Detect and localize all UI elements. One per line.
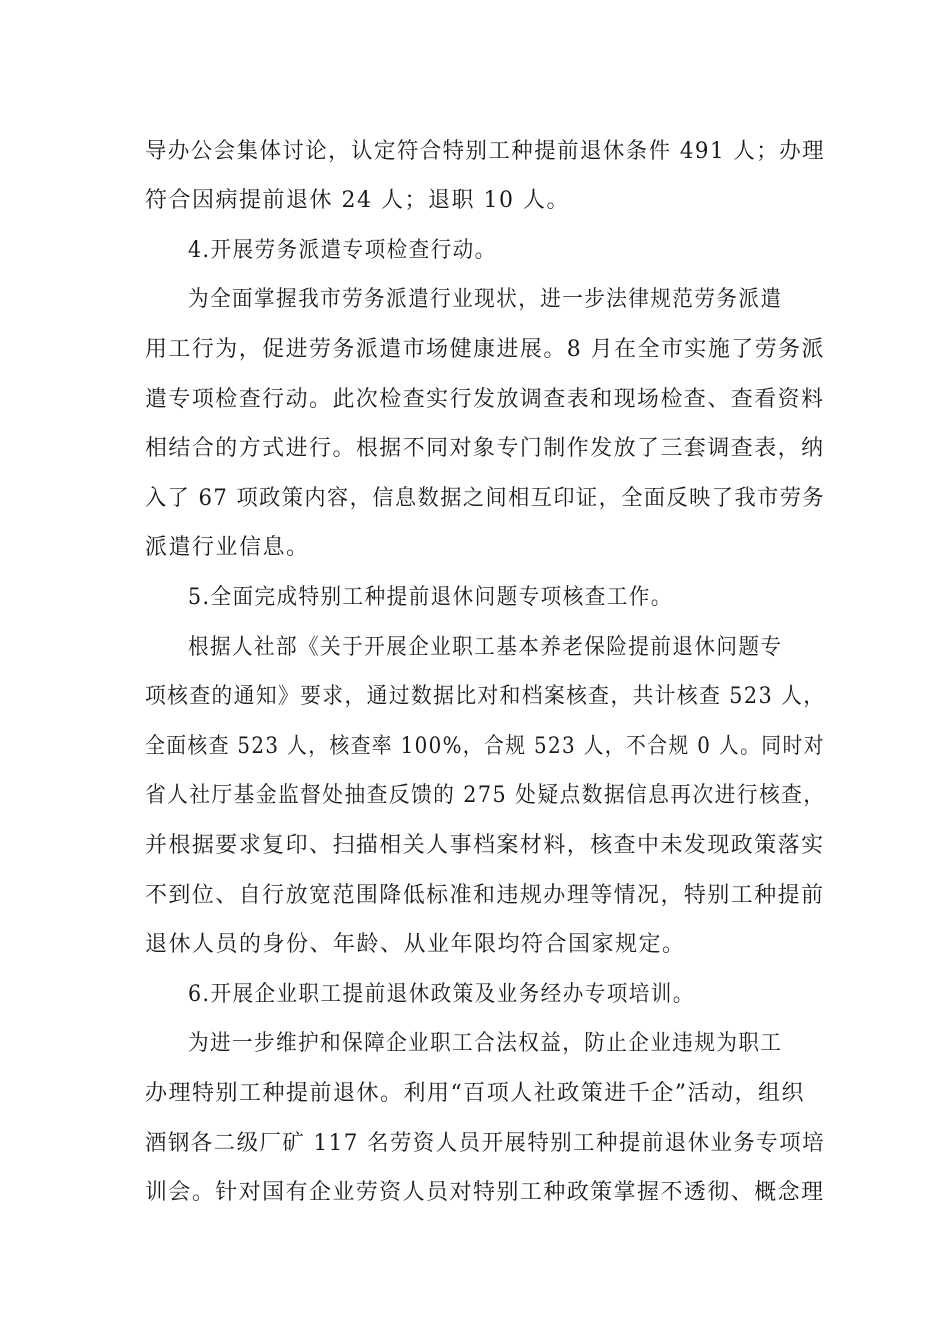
text-line: 省人社厅基金监督处抽查反馈的 275 处疑点数据信息再次进行核查， [145,783,826,808]
text-line: 用工行为，促进劳务派遣市场健康进展。8 月在全市实施了劳务派 [145,337,825,362]
section-heading: 6.开展企业职工提前退休政策及业务经办专项培训。 [188,982,695,1007]
text-line: 训会。针对国有企业劳资人员对特别工种政策掌握不透彻、概念理 [145,1180,825,1205]
text-line: 为进一步维护和保障企业职工合法权益，防止企业违规为职工 [188,1031,783,1056]
text-line: 不到位、自行放宽范围降低标准和违规办理等情况，特别工种提前 [145,883,825,908]
text-line: 导办公会集体讨论，认定符合特别工种提前退休条件 491 人；办理 [145,139,825,164]
text-line: 入了 67 项政策内容，信息数据之间相互印证，全面反映了我市劳务 [145,486,825,511]
text-line: 根据人社部《关于开展企业职工基本养老保险提前退休问题专 [188,635,783,660]
text-line: 办理特别工种提前退休。利用“百项人社政策进千企”活动，组织 [145,1081,805,1106]
text-line: 遣专项检查行动。此次检查实行发放调查表和现场检查、查看资料 [145,387,825,412]
text-line: 并根据要求复印、扫描相关人事档案材料，核查中未发现政策落实 [145,833,825,858]
text-line: 退休人员的身份、年龄、从业年限均符合国家规定。 [145,932,686,957]
text-line: 派遣行业信息。 [145,535,310,560]
text-line: 符合因病提前退休 24 人；退职 10 人。 [145,188,570,213]
text-line: 全面核查 523 人，核查率 100%，合规 523 人，不合规 0 人。同时对 [145,734,825,759]
section-heading: 4.开展劳务派遣专项检查行动。 [188,238,497,263]
text-line: 酒钢各二级厂矿 117 名劳资人员开展特别工种提前退休业务专项培 [145,1131,825,1156]
section-heading: 5.全面完成特别工种提前退休问题专项核查工作。 [188,585,673,610]
text-line: 相结合的方式进行。根据不同对象专门制作发放了三套调查表，纳 [145,436,825,461]
text-line: 项核查的通知》要求，通过数据比对和档案核查，共计核查 523 人， [145,684,826,709]
text-line: 为全面掌握我市劳务派遣行业现状，进一步法律规范劳务派遣 [188,287,783,312]
